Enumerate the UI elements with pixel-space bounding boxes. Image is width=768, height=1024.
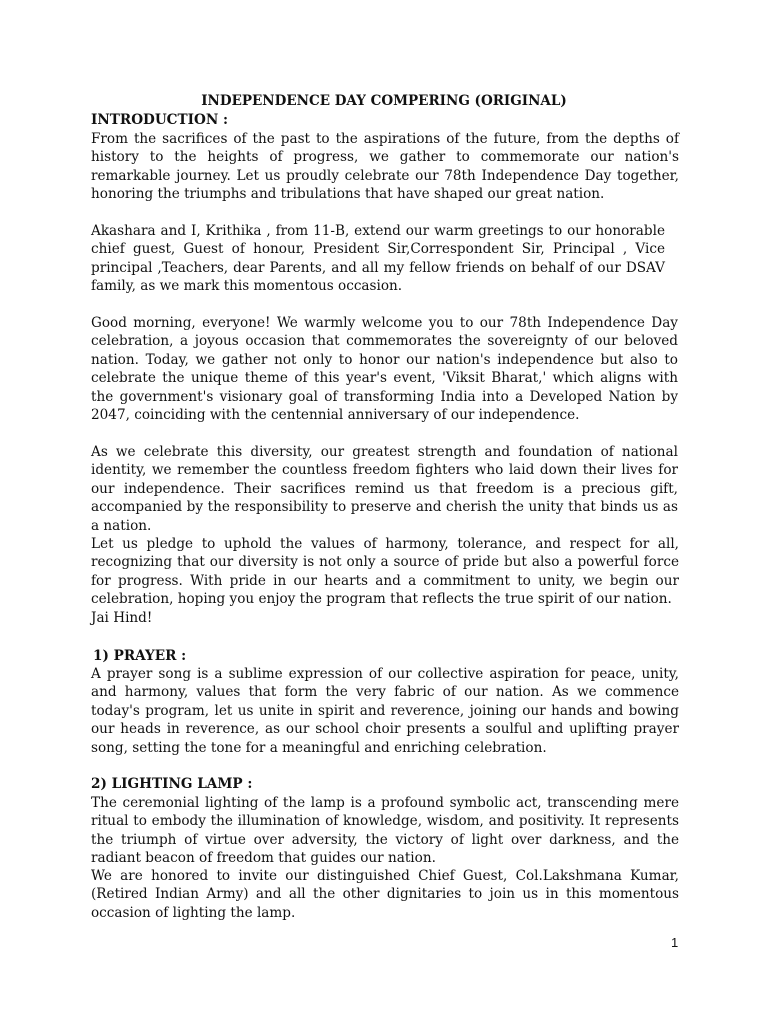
- introduction-closing: Jai Hind!: [91, 610, 153, 626]
- introduction-paragraph-3: Good morning, everyone! We warmly welcome you to our 78th Independence Day celebration, a joyous occasion that commemorates the sovereignty of our beloved nation. Today, we gather not only to honor our nation's independence but also to celebrate the unique theme of this year's event, 'Viksit Bharat,' which aligns with the government's visionary goal of transforming India into a Developed Nation by 2047, coinciding with the centennial anniversary of our independence.: [91, 315, 678, 424]
- prayer-paragraph: A prayer song is a sublime expression of our collective aspiration for peace, unity, and harmony, values that form the very fabric of our nation. As we commence today's program, let us unite in spirit and reverence, joining our hands and bowing our heads in reverence, as our school choir presents a soulful and uplifting prayer song, setting the tone for a meaningful and enriching celebration.: [91, 666, 679, 756]
- introduction-paragraph-5: Let us pledge to uphold the values of harmony, tolerance, and respect for all, recognizing that our diversity is not only a source of pride but also a powerful force for progress. With pride in our hearts and a commitment to unity, we begin our celebration, hoping you enjoy the program that reflects the true spirit of our nation.: [91, 536, 679, 608]
- introduction-heading: INTRODUCTION :: [91, 112, 228, 128]
- prayer-heading: 1) PRAYER :: [93, 648, 187, 664]
- introduction-paragraph-1: From the sacrifices of the past to the aspirations of the future, from the depths of history to the heights of progress, we gather to commemorate our nation's remarkable journey. Let us proudly celebrate our 78th Independence Day together, honoring the triumphs and tribulations that have shaped our great nation.: [91, 131, 679, 203]
- lighting-lamp-paragraph-2: We are honored to invite our distinguished Chief Guest, Col.Lakshmana Kumar, (Retired Indian Army) and all the other dignitaries to join us in this momentous occasion of lighting the lamp.: [91, 868, 679, 921]
- introduction-paragraph-4: As we celebrate this diversity, our greatest strength and foundation of national identity, we remember the countless freedom fighters who laid down their lives for our independence. Their sacrifices remind us that freedom is a precious gift, accompanied by the responsibility to preserve and cherish the unity that binds us as a nation.: [91, 444, 678, 534]
- introduction-paragraph-2: Akashara and I, Krithika , from 11-B, extend our warm greetings to our honorable chief guest, Guest of honour, President Sir,Correspondent Sir, Principal , Vice principal ,Teachers, dear Parents, and all my fellow friends on behalf of our DSAV family, as we mark this momentous occasion.: [91, 223, 665, 295]
- lighting-lamp-paragraph-1: The ceremonial lighting of the lamp is a profound symbolic act, transcending mere ritual to embody the illumination of knowledge, wisdom, and positivity. It represents the triumph of virtue over adversity, the victory of light over darkness, and the radiant beacon of freedom that guides our nation.: [91, 795, 679, 867]
- page-number: 1: [671, 935, 679, 950]
- lighting-lamp-heading: 2) LIGHTING LAMP :: [91, 776, 253, 792]
- document-title: INDEPENDENCE DAY COMPERING (ORIGINAL): [201, 93, 567, 109]
